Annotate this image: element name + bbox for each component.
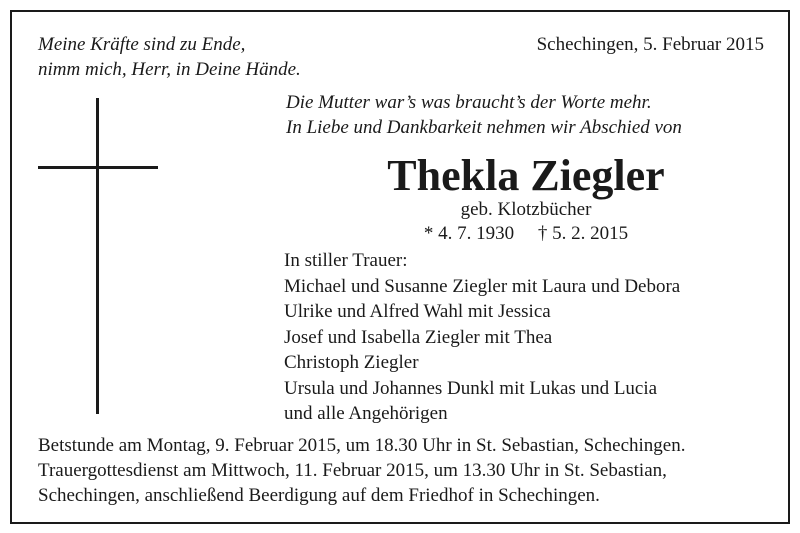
cross-vertical-bar (96, 98, 99, 414)
mourner-entry: Michael und Susanne Ziegler mit Laura und Debora (284, 275, 681, 297)
farewell-verse (286, 90, 682, 140)
place-date: Schechingen, 5. Februar 2015 (536, 34, 764, 55)
mourner-entry: Christoph Ziegler (284, 352, 419, 373)
motto-line: nimm mich, Herr, in Deine Hände. (38, 59, 301, 80)
motto-verse (38, 32, 301, 82)
service-line: Trauergottesdienst am Mittwoch, 11. Februar 2015, um 13.30 Uhr in St. Sebastian, (38, 460, 667, 481)
obituary-notice (10, 10, 790, 524)
verse-line: Die Mutter war’s was braucht’s der Worte mehr. (286, 92, 652, 113)
service-info (38, 433, 686, 508)
mourner-entry: und alle Angehörigen (284, 403, 448, 424)
service-line: Schechingen, anschließend Beerdigung auf dem Friedhof in Schechingen. (38, 485, 600, 506)
mourners-heading: In stiller Trauer: (284, 250, 408, 271)
cross-horizontal-bar (38, 166, 158, 169)
mourner-entry: Ulrike und Alfred Wahl mit Jessica (284, 301, 551, 322)
death-date: † 5. 2. 2015 (537, 223, 629, 244)
birth-date: * 4. 7. 1930 (423, 223, 515, 244)
deceased-name: Thekla Ziegler (387, 151, 665, 200)
mourner-entry: Ursula und Johannes Dunkl mit Lukas und Lucia (284, 377, 658, 399)
mourner-entry: Josef und Isabella Ziegler mit Thea (284, 326, 553, 348)
motto-line: Meine Kräfte sind zu Ende, (38, 34, 246, 55)
verse-line: In Liebe und Dankbarkeit nehmen wir Abschied von (286, 117, 682, 138)
life-dates (286, 222, 766, 246)
mourners-list (284, 248, 680, 427)
service-line: Betstunde am Montag, 9. Februar 2015, um 18.30 Uhr in St. Sebastian, Schechingen. (38, 435, 686, 456)
birth-name: geb. Klotzbücher (460, 199, 592, 220)
